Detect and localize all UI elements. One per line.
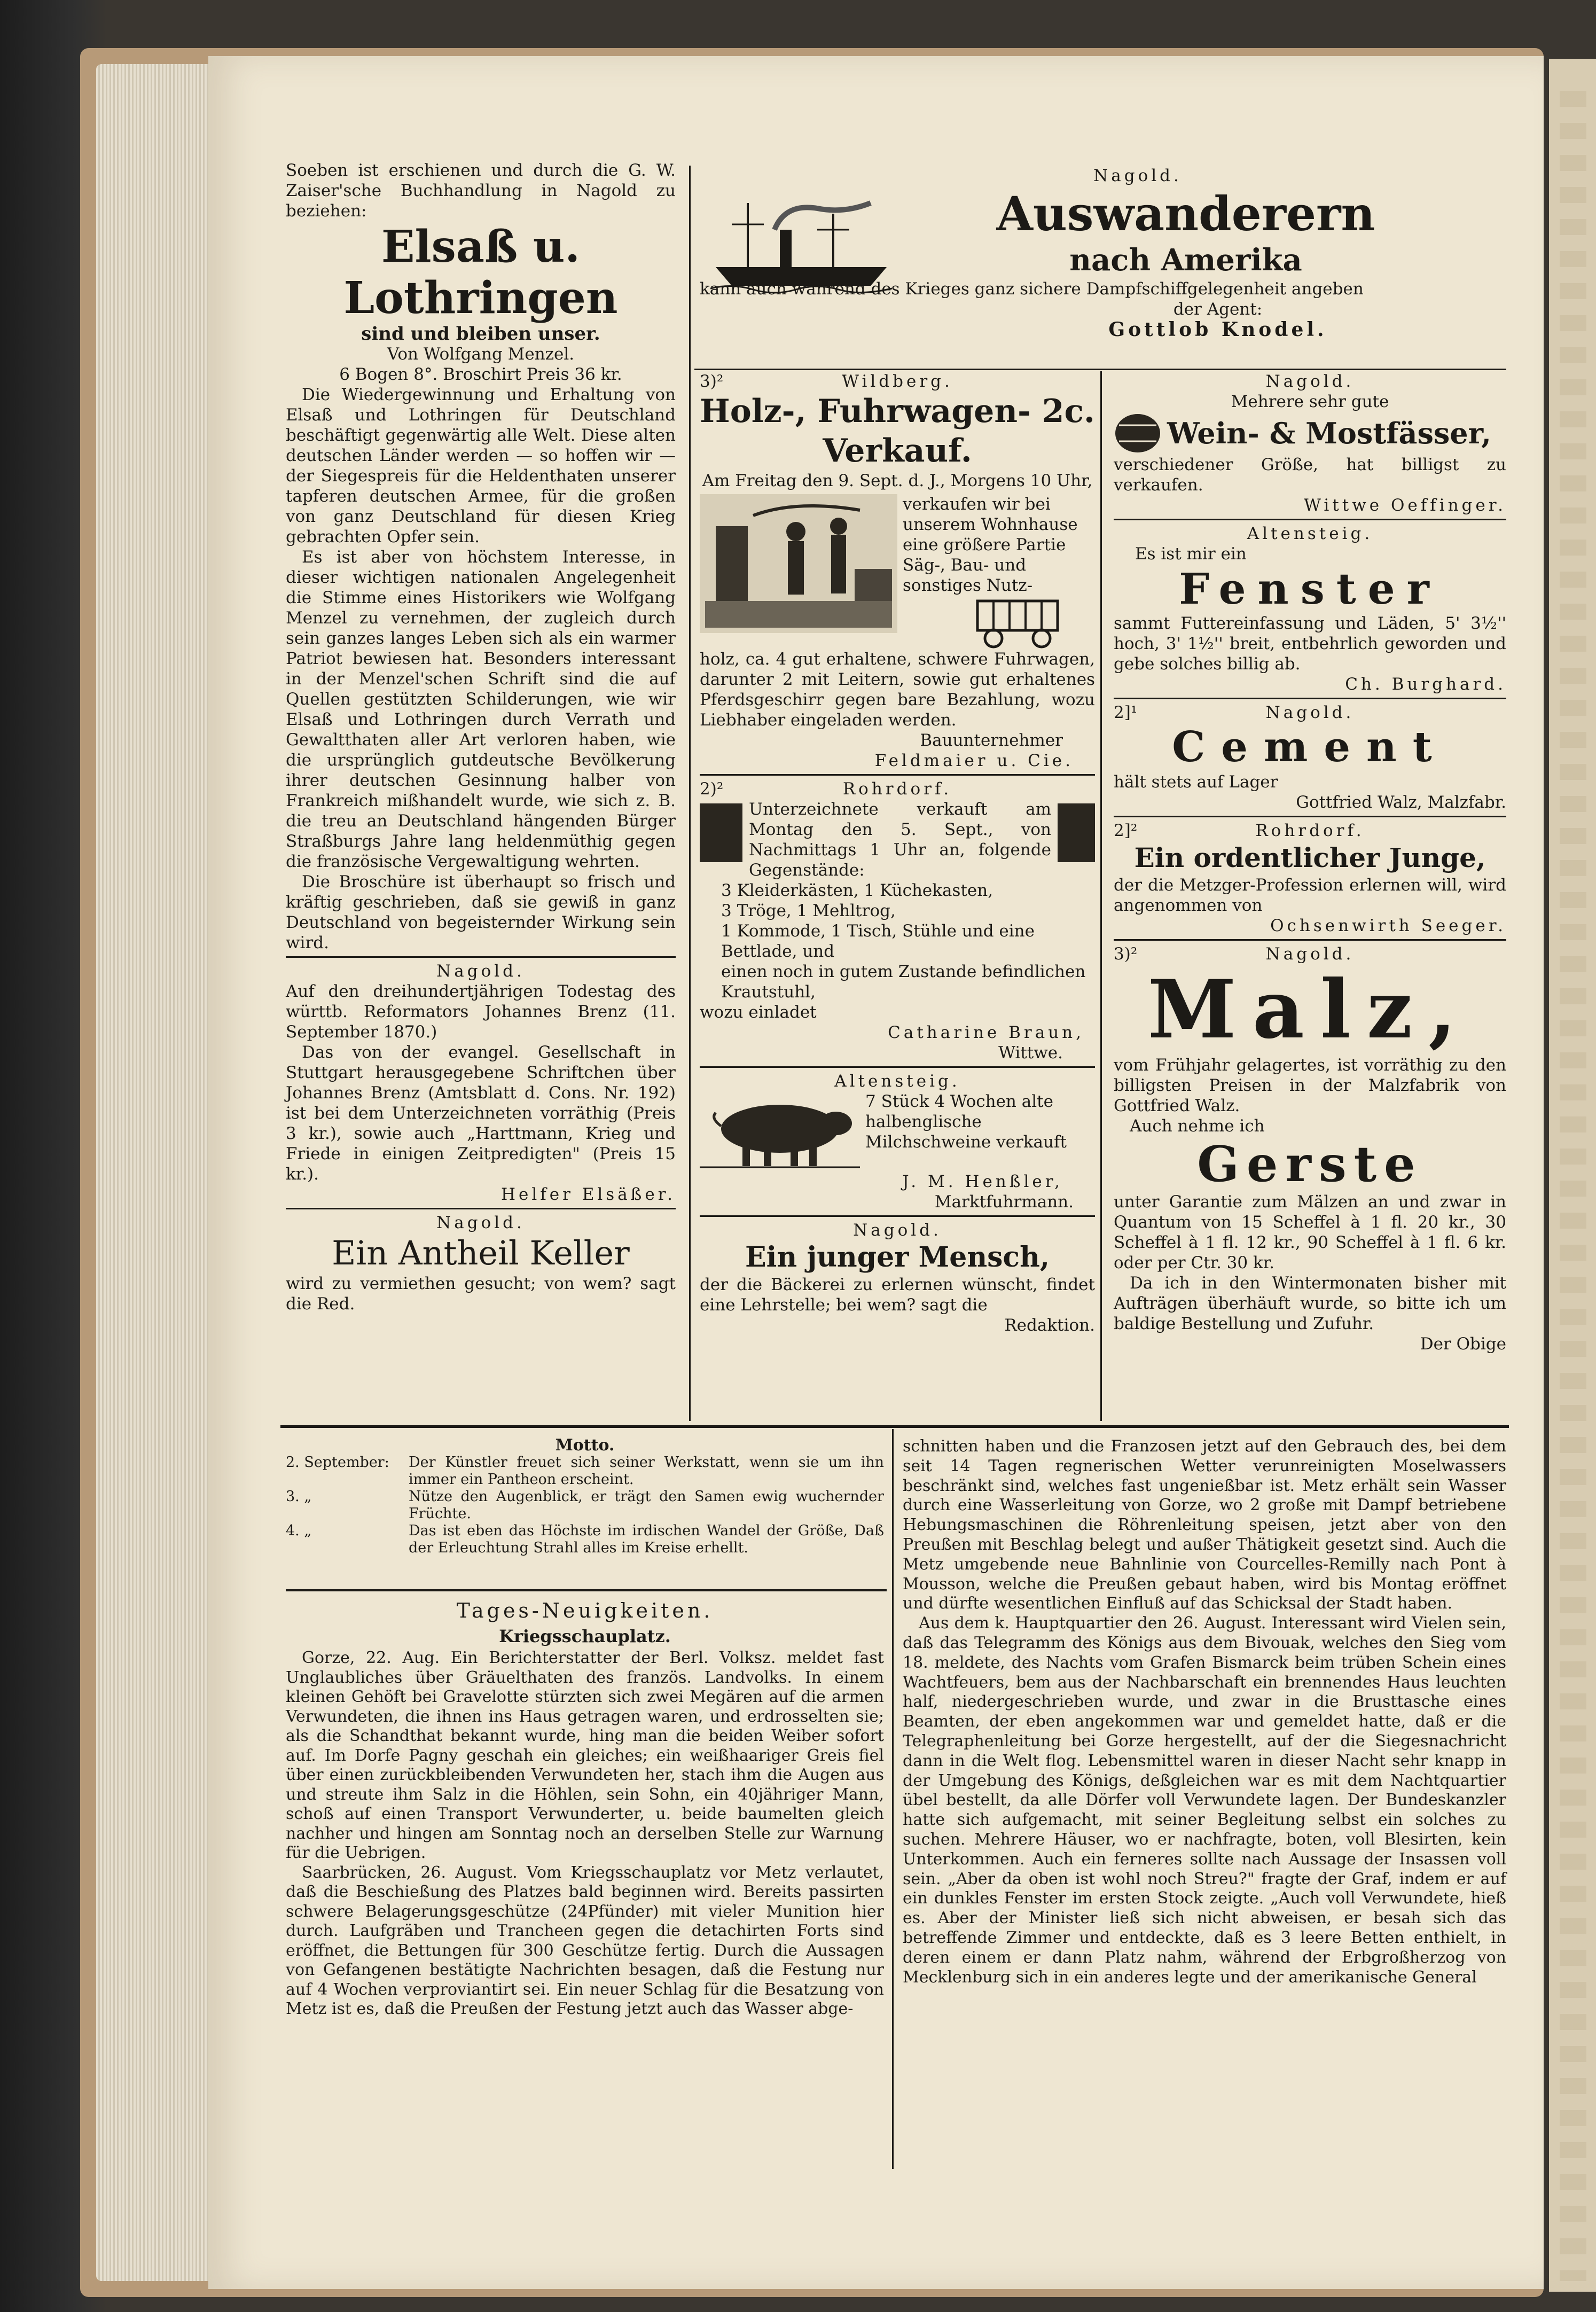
- faesser-place: Nagold.: [1265, 372, 1355, 391]
- rohrdorf-place: Rohrdorf.: [842, 779, 952, 799]
- heller-place: Nagold.: [436, 1213, 525, 1232]
- holz-title-2: Verkauf.: [823, 432, 972, 470]
- book-para-1: Die Wiedergewinnung und Erhaltung von Elsaß und Lothringen für Deutschland beschäftigt gegenwärtig alle Welt. Diese alten deutschen Länder werden — so hoffen wir — der Siegespreis für die Heldenthaten unserer tapferen deutschen Armee, für die großen von ganz Deutschland für diesen Krieg gebrachten Opfer sein.: [286, 385, 676, 546]
- divider: [286, 956, 676, 958]
- book-para-2: Es ist aber von höchstem Interesse, in dieser wichtigen nationalen Angelegenheit die Stimme eines Historikers wie Wolfgang Menzel zu vernehmen, der zugleich durch sein ganzes langes Leben sich als ein warmer Patriot bewiesen hat. Besonders interessant in der Menzel'schen Schrift sind die auf Quellen gestützten Schilderungen, wie wir Elsaß und Lothringen durch Verrath und Gewaltthaten aller Art verloren haben, wie die ursprünglich gutdeutsche Bevölkerung ihrer deutschen Gesinnung halber von Frankreich mißhandelt wurde, wie sich z. B. die treu an Deutschland hängenden Bürger Straßburgs Jahre lang heldenmüthig gegen die französische Vergewaltigung wehrten.: [286, 548, 676, 871]
- pig-signature-1: J. M. Henßler,: [902, 1172, 1063, 1191]
- malz-text: vom Frühjahr gelagertes, ist vorräthig zu den billigsten Preisen in der Malzfabrik von Gottfried Walz.: [1114, 1056, 1506, 1115]
- junge-place: Rohrdorf.: [1255, 821, 1365, 840]
- brenz-text-2: Das von der evangel. Gesellschaft in Stuttgart herausgegebene Schriftchen über Johannes Brenz (Amtsblatt d. Cons. Nr. 192) ist bei dem Unterzeichneten vorräthig (Preis 3 kr.), sowie auch „Harttmann, Krieg und Friede in einigen Zeitpredigten" (Preis 15 kr.).: [286, 1043, 676, 1184]
- rohrdorf-number: 2)²: [700, 779, 724, 799]
- divider: [1114, 816, 1506, 817]
- book-intro: Soeben ist erschienen und durch die G. W. Zaiser'sche Buchhandlung in Nagold zu beziehen:: [286, 161, 676, 221]
- holz-date: Am Freitag den 9. Sept. d. J., Morgens 10 Uhr,: [702, 471, 1093, 490]
- junge-text: der die Metzger-Profession erlernen will, wird angenommen von: [1114, 876, 1506, 915]
- gerste-text: unter Garantie zum Mälzen an und zwar in Quantum von 15 Scheffel à 1 fl. 20 kr., 30 Scheffel à 1 fl. 12 kr., 90 Scheffel à 1 fl. 6 kr. oder per Ctr. 30 kr.: [1114, 1192, 1506, 1272]
- cement-number: 2]¹: [1114, 703, 1138, 722]
- divider: [1114, 939, 1506, 941]
- holz-place: Wildberg.: [842, 372, 953, 391]
- motto-section: [286, 1437, 884, 1557]
- news-left-column: [286, 1597, 884, 2019]
- fenster-text: sammt Futtereinfassung und Läden, 5' 3½'' hoch, 3' 1½'' breit, entbehrlich geworden und gebe solches billig ab.: [1114, 614, 1506, 674]
- pig-place: Altensteig.: [834, 1072, 960, 1091]
- motto-date: 3. „: [286, 1488, 312, 1505]
- next-page-edge: [1549, 59, 1596, 2292]
- divider: [286, 1208, 676, 1209]
- malz-place: Nagold.: [1265, 944, 1355, 964]
- middle-column: [700, 371, 1095, 1335]
- heller-title: Ein Antheil Keller: [332, 1233, 630, 1272]
- mensch-text: der die Bäckerei zu erlernen wünscht, findet eine Lehrstelle; bei wem? sagt die: [700, 1275, 1095, 1315]
- news-metz: schnitten haben und die Franzosen jetzt auf den Gebrauch des, bei dem seit 14 Tagen regnerischen Wetter verunreinigten Moselwassers beschränkt sind, welches fast ungenießbar ist. Metz erhält sein Wasser durch eine Wasserleitung von Gorze, wo 2 große mit Dampf betriebene Hebungsmaschinen die Röhrenleitung speisen, jetzt aber von den Preußen mit Beschlag belegt und außer Thätigkeit gesetzt sind. Auch die Metz umgebende neue Bahnlinie von Courcelles-Remilly nach Pont à Mousson, welche die Preußen gebaut haben, wird bis Montag eröffnet und dürfte wesentlichen Einfluß auf das Schicksal der Stadt haben.: [903, 1437, 1506, 1613]
- fenster-signature: Ch. Burghard.: [1345, 675, 1506, 694]
- next-page-strip: [1560, 91, 1586, 2281]
- faesser-pre: Mehrere sehr gute: [1231, 392, 1389, 411]
- brenz-text: Auf den dreihundertjährigen Todestag des württb. Reformators Johannes Brenz (11. September 1870.): [286, 982, 676, 1042]
- page-edges: [96, 64, 224, 2281]
- auswanderer-text: kann auch während des Krieges ganz sichere Dampfschiffgelegenheit angeben: [700, 279, 1364, 299]
- book-subtitle: sind und bleiben unser.: [361, 323, 600, 345]
- heller-text: wird zu vermiethen gesucht; von wem? sagt die Red.: [286, 1274, 676, 1314]
- auswanderer-title-1: Auswanderern: [996, 186, 1375, 241]
- book-price: 6 Bogen 8°. Broschirt Preis 36 kr.: [339, 365, 622, 384]
- divider: [1114, 519, 1506, 520]
- malz-signature: Der Obige: [1420, 1334, 1506, 1354]
- motto-date: 2. September:: [286, 1454, 389, 1471]
- divider: [700, 774, 1095, 776]
- holz-signature-2: Feldmaier u. Cie.: [874, 751, 1074, 770]
- brenz-place: Nagold.: [436, 962, 525, 981]
- rohrdorf-item: einen noch in gutem Zustande befindlichen Krautstuhl,: [721, 962, 1086, 1002]
- gerste-text-2: Da ich in den Wintermonaten bisher mit Aufträgen überhäuft wurde, so bitte ich um baldige Bestellung und Zufuhr.: [1114, 1274, 1506, 1333]
- mensch-signature: Redaktion.: [1004, 1316, 1095, 1335]
- mensch-place: Nagold.: [853, 1221, 942, 1240]
- column-rule: [1100, 371, 1102, 1421]
- divider: [700, 1215, 1095, 1217]
- faesser-text: verschiedener Größe, hat billigst zu verkaufen.: [1114, 455, 1506, 495]
- book-author: Von Wolfgang Menzel.: [387, 345, 575, 364]
- news-saarbruecken: Saarbrücken, 26. August. Vom Kriegsschauplatz vor Metz verlautet, daß die Beschießung des Platzes bald beginnen wird. Bereits passirten schwere Belagerungsgeschütze (24Pfünder) mit vieler Munition hier durch. Laufgräben und Trancheen gegen die detachirten Forts sind eröffnet, die Bettungen für 300 Geschütze fertig. Durch die Aussagen von Gefangenen bestätigte Nachrichten besagen, daß die Festung nur auf 4 Wochen verproviantirt sei. Ein neuer Schlag für die Besatzung von Metz ist es, daß die Preußen der Festung jetzt auch das Wasser abge-: [286, 1863, 884, 2018]
- fenster-pre: Es ist mir ein: [1135, 544, 1247, 564]
- divider: [700, 1066, 1095, 1068]
- auswanderer-agent: Gottlob Knodel.: [1108, 318, 1327, 341]
- auswanderer-title-2: nach Amerika: [1069, 243, 1302, 278]
- barrel-icon: [1114, 412, 1162, 455]
- holz-title-1: Holz-, Fuhrwagen- 2c.: [700, 393, 1095, 430]
- auswanderer-place: Nagold.: [1093, 166, 1182, 185]
- auswanderer-ad: [700, 166, 1469, 340]
- motto-text: Der Künstler freuet sich seiner Werkstatt, wenn sie um ihn immer ein Pantheon erscheint.: [409, 1454, 884, 1488]
- cabinet-icon: [700, 803, 742, 862]
- mensch-title: Ein junger Mensch,: [745, 1241, 1050, 1274]
- motto-date: 4. „: [286, 1522, 312, 1539]
- motto-text: Nütze den Augenblick, er trägt den Samen ewig wuchernder Früchte.: [409, 1488, 884, 1522]
- section-rule: [280, 1425, 1509, 1428]
- news-gorze: Gorze, 22. Aug. Ein Berichterstatter der Berl. Volksz. meldet fast Unglaubliches über Gräuelthaten des französ. Landvolks. In einem kleinen Gehöft bei Gravelotte stürzten sich zwei Megären auf die armen Verwundeten, die ihnen ins Haus getragen waren, und erdrosselten sie; als die Schandthat bekannt wurde, hing man die beiden Weiber sofort auf. Im Dorfe Pagny geschah ein gleiches; ein weißhaariger Greis fiel über einen zurückbleibenden Verwundeten her, stach ihm die Augen aus und streute ihm Salz in die Höhlen, sein Sohn, ein 40jähriger Mann, schoß auf einen Transport Verwunderter, u. beide baumelten gleich nachher und hingen am Sonntag noch an derselben Stelle zur Warnung für die Uebrigen.: [286, 1649, 884, 1862]
- rohrdorf-close: wozu einladet: [700, 1003, 817, 1022]
- auswanderer-agent-label: der Agent:: [1173, 300, 1263, 319]
- junge-title: Ein ordentlicher Junge,: [1134, 842, 1486, 873]
- brenz-signature: Helfer Elsäßer.: [500, 1185, 676, 1204]
- news-heading: Tages-Neuigkeiten.: [456, 1599, 714, 1622]
- column-rule: [689, 166, 691, 1421]
- cement-place: Nagold.: [1265, 703, 1355, 722]
- horizontal-rule: [286, 1589, 887, 1591]
- left-column: [286, 160, 676, 1314]
- cement-signature: Gottfried Walz, Malzfabr.: [1296, 793, 1506, 812]
- malz-title: Malz,: [1147, 963, 1473, 1057]
- fenster-title: Fenster: [1179, 564, 1441, 614]
- pig-text: 7 Stück 4 Wochen alte halbenglische Milchschweine verkauft: [865, 1092, 1067, 1152]
- right-column: [1114, 371, 1506, 1354]
- holz-signature-1: Bauunternehmer: [920, 731, 1063, 750]
- book-title: Elsaß u. Lothringen: [343, 221, 618, 324]
- news-right-column: [903, 1437, 1506, 1987]
- motto-title: Motto.: [555, 1436, 615, 1455]
- horizontal-rule: [694, 369, 1506, 370]
- rohrdorf-item: 1 Kommode, 1 Tisch, Stühle und eine Bettlade, und: [721, 921, 1035, 961]
- rohrdorf-text: Unterzeichnete verkauft am Montag den 5. Sept., von Nachmittags 1 Uhr an, folgende Gegenstände:: [749, 800, 1051, 880]
- holz-text-b: holz, ca. 4 gut erhaltene, schwere Fuhrwagen, darunter 2 mit Leitern, sowie gut erhaltenes Pferdsgeschirr gegen bare Bezahlung, wozu Liebhaber eingeladen werden.: [700, 650, 1095, 730]
- holz-text-a: verkaufen wir bei unserem Wohnhause eine größere Partie Säg-, Bau- und sonstiges Nutz-: [903, 495, 1078, 595]
- gerste-title: Gerste: [1197, 1135, 1423, 1193]
- cement-text: hält stets auf Lager: [1114, 772, 1278, 792]
- cabinet-icon: [1058, 803, 1095, 862]
- fenster-place: Altensteig.: [1247, 524, 1373, 543]
- cement-title: Cement: [1172, 723, 1448, 771]
- junge-signature: Ochsenwirth Seeger.: [1270, 916, 1506, 935]
- malz-pre-2: Auch nehme ich: [1130, 1116, 1265, 1136]
- wagon-illustration: [972, 596, 1063, 649]
- holz-number: 3)²: [700, 372, 724, 391]
- pig-signature-2: Marktfuhrmann.: [934, 1192, 1074, 1212]
- rohrdorf-signature-1: Catharine Braun,: [888, 1023, 1084, 1042]
- faesser-signature: Wittwe Oeffinger.: [1304, 496, 1506, 515]
- junge-number: 2]²: [1114, 821, 1138, 840]
- book-para-3: Die Broschüre ist überhaupt so frisch und kräftig geschrieben, daß sie gewiß in ganz Deutschland von begeisternder Wirkung sein wird.: [286, 872, 676, 952]
- column-rule: [892, 1429, 894, 2169]
- motto-text: Das ist eben das Höchste im irdischen Wandel der Größe, Daß der Erleuchtung Strahl alles im Kreise erhellt.: [409, 1522, 884, 1556]
- malz-number: 3)²: [1114, 944, 1138, 964]
- workshop-illustration: [700, 494, 897, 633]
- news-subheading: Kriegsschauplatz.: [499, 1626, 671, 1646]
- news-hauptquartier: Aus dem k. Hauptquartier den 26. August. Interessant wird Vielen sein, daß das Telegramm des Königs aus dem Bivouak, welches den Sieg vom 18. meldete, des Nachts vom Grafen Bismarck beim trüben Schein eines Wachtfeuers, bem aus der Nachbarschaft ein brennendes Haus leuchten half, niedergeschrieben wurde, und zwar in die Brusttasche eines Beamten, der eben angekommen war und gemeldet hatte, daß er die Telegraphenleitung bei Gorze hergestellt, auf der die Siegesnachricht dann in die Welt flog. Lebensmittel waren in dieser Nacht sehr knapp in der Umgebung des Königs, deßgleichen war es mit dem Nachtquartier übel bestellt, da alle Dörfer voll Verwundete lagen. Der Bundeskanzler hatte sich aufgemacht, mit seiner Begleitung selbst ein solches zu suchen. Mehrere Häuser, wo er nachfragte, boten, voll Blesirten, kein Unterkommen. Auch ein ferneres sollte nach Aussage der Insassen voll sein. „Aber da oben ist wohl noch Streu?" fragte der Graf, indem er auf ein dunkles Fenster im ersten Stock zeigte. „Auch voll Verwundete, hieß es. Aber der Minister ließ sich nicht abweisen, er besah sich das betreffende Zimmer und entdeckte, daß es 3 leere Betten enthielt, in deren einem er dann Platz nahm, während der Erbgroßherzog von Mecklenburg sich in ein anderes legte und der amerikanische General: [903, 1614, 1506, 1987]
- pig-illustration: [700, 1091, 860, 1171]
- divider: [1114, 698, 1506, 699]
- rohrdorf-signature-2: Wittwe.: [998, 1043, 1063, 1063]
- rohrdorf-item: 3 Kleiderkästen, 1 Küchekasten,: [721, 881, 993, 900]
- faesser-title: Wein- & Mostfässer,: [1167, 416, 1491, 450]
- rohrdorf-item: 3 Tröge, 1 Mehltrog,: [721, 901, 896, 920]
